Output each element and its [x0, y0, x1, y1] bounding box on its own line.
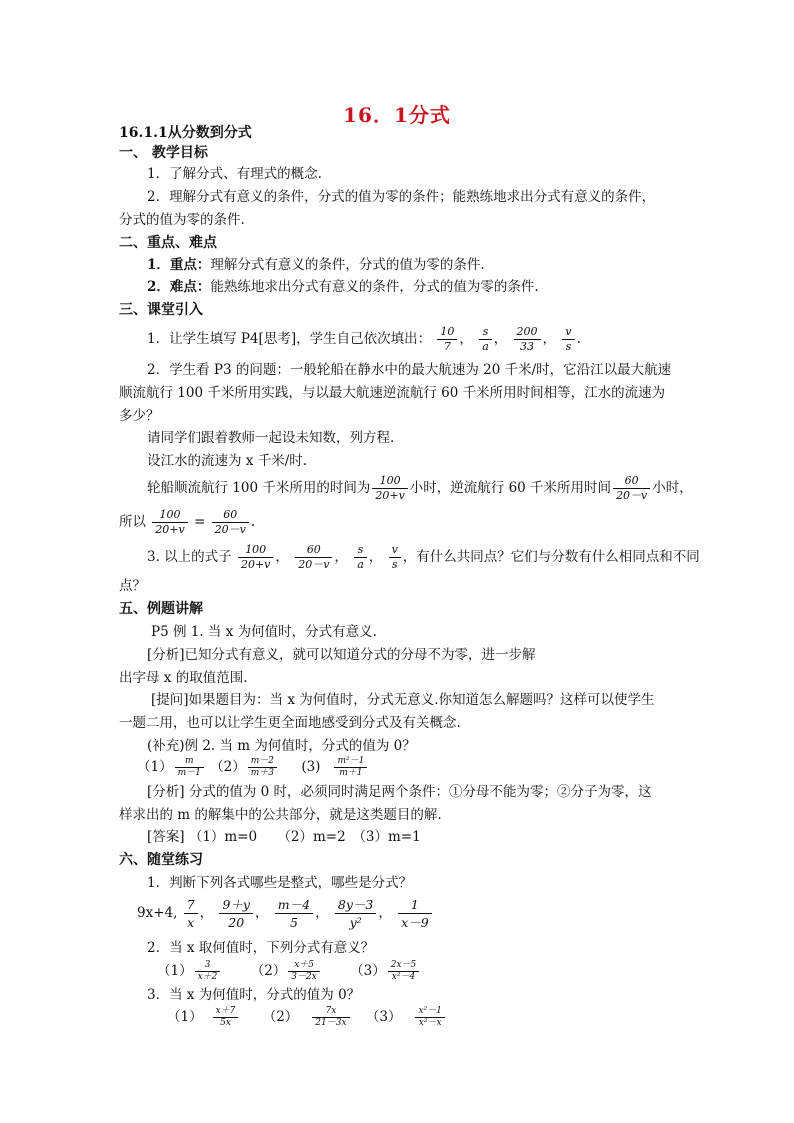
fraction-3-over-x-plus-2: $\frac{3}{x+2}$: [195, 960, 221, 983]
practice-line-3: 3．当 x 为何值时，分式的值为 0？: [147, 987, 361, 1003]
intro-line-1-text: 1．让学生填写 P4[思考]，学生自己依次填出：: [147, 331, 432, 347]
fraction-9-plus-y-over-20: $\frac{9+y}{20}$: [219, 896, 253, 931]
practice-expressions-3: [167, 1002, 447, 1032]
fraction-2x-minus-5-over-x-squared-minus-4: $\frac{2x-5}{\text{x²－4}}$: [388, 960, 420, 983]
intro-line-7-text-b: 小时，逆流航行 60 千米所用时间: [409, 480, 612, 496]
intro-line-6: 设江水的流速为 x 千米/时.: [147, 453, 308, 469]
example-line-2: [分析]已知分式有意义，就可以知道分式的分母不为零，进一步解: [147, 647, 536, 663]
expression-9x-plus-4: 9x+4,: [137, 905, 178, 921]
fraction-200-33: $\frac{200}{33}$: [514, 325, 541, 354]
example-line-5: 一题二用，也可以让学生更全面地感受到分式及有关概念.: [119, 715, 461, 731]
equation-right-fraction: $\frac{60}{20-v}$: [212, 508, 249, 537]
difficulty-label: 2．难点：: [147, 279, 211, 295]
heading-practice: 六、随堂练习: [119, 852, 203, 868]
label-a-2: （1）: [167, 1009, 203, 1025]
goal-line-1: 1．了解分式、有理式的概念.: [147, 166, 322, 182]
example-answer-line: [答案] （1）m=0 （2）m=2 （3）m=1: [147, 829, 421, 845]
fraction-8y-minus-3-over-y-squared: $\frac{8y-3}{\text{y²}}$: [335, 896, 376, 931]
goal-line-2: 2．理解分式有意义的条件，分式的值为零的条件；能熟练地求出分式有意义的条件，: [147, 189, 656, 205]
fraction-60-20-minus-v-2: $\frac{60}{20-v}$: [295, 543, 332, 572]
heading-teaching-goals: 一、 教学目标: [119, 145, 208, 161]
intro-line-4: 多少？: [119, 408, 160, 424]
key-point-line: [147, 255, 485, 275]
practice-line-2: 2．当 x 取何值时，下列分式有意义？: [147, 940, 375, 956]
fraction-s-a-2: $\frac{s}{a}$: [354, 543, 367, 572]
fraction-1-over-x-minus-9: $\frac{1}{x-9}$: [398, 896, 432, 931]
example-2-expressions: [137, 752, 369, 782]
intro-line-9-text-b: ，有什么共同点？它们与分数有什么相同点和不同: [402, 549, 700, 565]
intro-line-3: 顺流航行 100 千米所用实践，与以最大航速逆流航行 60 千米所用时间相等，江水的流速为: [119, 385, 666, 401]
fraction-7-over-x: $\frac{7}{x}$: [184, 896, 198, 931]
key-point-text: 理解分式有意义的条件，分式的值为零的条件.: [210, 257, 485, 273]
heading-examples: 五、例题讲解: [119, 601, 203, 617]
fraction-m-over-m-minus-1: $\frac{m}{m-1}$: [175, 756, 204, 779]
fraction-x-plus-7-over-5x: $\frac{x+7}{5x}$: [213, 1006, 239, 1029]
practice-expressions-2: [157, 956, 421, 986]
practice-expressions-1: 9x+4, $\frac{7}{x}$ ， $\frac{9+y}{20}$ ， $\frac{m-4}{5}$ ， $\frac{8y-3}{\text{y²}}$ ， $\frac{1}{x-9}$: [137, 896, 434, 931]
intro-line-5: 请同学们跟着教师一起设未知数，列方程.: [147, 430, 395, 446]
goal-line-3: 分式的值为零的条件.: [119, 212, 245, 228]
key-point-label: 1．重点：: [147, 257, 211, 273]
page-title: 16．1分式: [343, 103, 451, 127]
practice-line-1: 1．判断下列各式哪些是整式，哪些是分式？: [147, 875, 413, 891]
intro-line-7-text-a: 轮船顺流航行 100 千米所用的时间为: [147, 480, 371, 496]
equals-sign: =: [194, 514, 206, 530]
intro-line-7: [147, 471, 693, 505]
label-1: （1）: [137, 759, 173, 775]
label-c-2: （3）: [365, 1009, 402, 1025]
intro-line-9-text-a: 3. 以上的式子: [147, 549, 232, 565]
fraction-x-squared-minus-1-over-x-squared-minus-x: $\frac{\text{x²－1}}{\text{x²－x}}$: [415, 1006, 444, 1029]
intro-line-2: 2．学生看 P3 的问题：一般轮船在静水中的最大航速为 20 千米/时，它沿江以最大航速: [147, 362, 672, 378]
label-b: （2）: [250, 963, 287, 979]
label-a: （1）: [157, 963, 193, 979]
example-analysis-line-2: 样求出的 m 的解集中的公共部分，就是这类题目的解.: [119, 807, 442, 823]
equation-left-fraction: $\frac{100}{20+v}$: [152, 508, 187, 537]
example-line-6: (补充)例 2. 当 m 为何值时，分式的值为 0？: [147, 738, 416, 754]
heading-key-points: 二、重点、难点: [119, 235, 217, 251]
example-line-1: P5 例 1. 当 x 为何值时，分式有意义.: [151, 624, 377, 640]
example-analysis-line-1: [分析] 分式的值为 0 时，必须同时满足两个条件：①分母不能为零；②分子为零，这: [147, 784, 652, 800]
label-2: （2）: [210, 759, 246, 775]
difficulty-line: [147, 277, 539, 297]
equation-prefix: 所以: [119, 514, 146, 530]
label-c: （3）: [350, 963, 386, 979]
fraction-m-minus-2-over-m-plus-3: $\frac{m-2}{m+3}$: [248, 756, 277, 779]
intro-line-10: 点？: [119, 578, 146, 594]
fraction-s-a: $\frac{s}{a}$: [479, 325, 492, 354]
intro-line-1: 1．让学生填写 P4[思考]，学生自己依次填出： $\frac{10}{7}$ ， $\frac{s}{a}$ ， $\frac{200}{33}$ ， $\frac{v}{s}$ .: [147, 325, 581, 353]
intro-equation-line: 所以 $\frac{100}{20+v}$ = $\frac{60}{20-v}$ .: [119, 508, 256, 536]
fraction-m-minus-4-over-5: $\frac{m-4}{5}$: [275, 896, 313, 931]
fraction-m-squared-minus-1-over-m-plus-1: $\frac{\text{m²－1}}{m+1}$: [334, 756, 367, 779]
fraction-v-s-2: $\frac{v}{s}$: [389, 543, 401, 572]
heading-classroom-intro: 三、课堂引入: [119, 302, 203, 318]
fraction-7x-over-21-minus-3x: $\frac{7x}{21-3x}$: [312, 1006, 349, 1029]
intro-line-7-text-c: 小时，: [652, 480, 693, 496]
fraction-x-plus-5-over-3-minus-2x: $\frac{x+5}{3-2x}$: [288, 960, 320, 983]
difficulty-text: 能熟练地求出分式有意义的条件，分式的值为零的条件.: [210, 279, 539, 295]
fraction-100-20-plus-v: $\frac{100}{20+v}$: [372, 474, 407, 503]
fraction-v-s: $\frac{v}{s}$: [562, 325, 574, 354]
label-b-2: （2）: [262, 1009, 299, 1025]
fraction-10-7: $\frac{10}{7}$: [437, 325, 457, 354]
intro-line-9: 3. 以上的式子 $\frac{100}{20+v}$ ， $\frac{60}{20-v}$ ， $\frac{s}{a}$ ， $\frac{v}{s}$ ，有什么共同点？它们与分数有什么相同点和不同: [147, 543, 700, 571]
fraction-60-20-minus-v: $\frac{60}{20-v}$: [613, 474, 650, 503]
fraction-100-20-plus-v-2: $\frac{100}{20+v}$: [238, 543, 273, 572]
label-3: (3): [301, 759, 321, 775]
example-line-3: 出字母 x 的取值范围.: [119, 670, 248, 686]
section-subtitle: 16.1.1从分数到分式: [119, 125, 252, 141]
example-line-4: [提问]如果题目为：当 x 为何值时，分式无意义.你知道怎么解题吗？这样可以使学生: [151, 692, 655, 708]
